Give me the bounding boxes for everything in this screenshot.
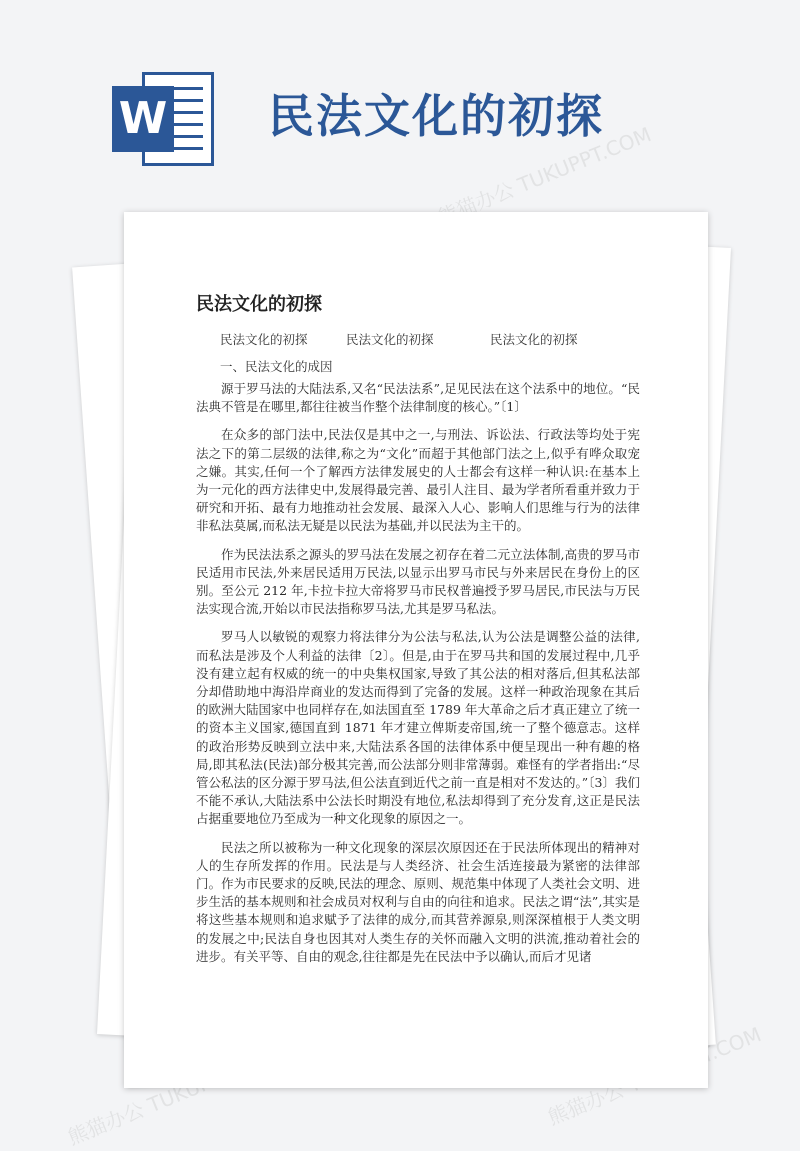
banner-title: 民法文化的初探 [268, 89, 604, 143]
document-body [196, 380, 640, 976]
word-document-icon [112, 72, 216, 168]
watermark: 熊猫办公 [544, 1077, 628, 1130]
watermark: 熊猫办公 TUKUPPT.COM [64, 1042, 285, 1150]
paragraph: 罗马人以敏锐的观察力将法律分为公法与私法,认为公法是调整公益的法律,而私法是涉及个人利益的法律〔2〕。但是,由于在罗马共和国的发展过程中,几乎没有建立起有权威的统一的中央集权国家,导致了其公法的相对落后,但其私法部分却借助地中海沿岸商业的发达而得到了完备的发展。这样一种政治现象在其后的欧洲大陆国家中也同样存在,如法国直至 1789 年大革命之后才真正建立了统一的资本主义国家,德国直到 1871 年才建立俾斯麦帝国,统一了整个德意志。这样的政治形势反映到立法中来,大陆法系各国的法律体系中便呈现出一种有趣的格局,即其私法(民法)部分极其完善,而公法部分则非常薄弱。难怪有的学者指出:“尽管公私法的区分源于罗马法,但公法直到近代之前一直是相对不发达的。”〔3〕我们不能不承认,大陆法系中公法长时期没有地位,私法却得到了充分发育,这正是民法占据重要地位乃至成为一种文化现象的原因之一。 [196, 629, 640, 827]
paragraph: 源于罗马法的大陆法系,又名“民法法系”,足见民法在这个法系中的地位。“民法典不管是在哪里,都往往被当作整个法律制度的核心。”〔1〕 [196, 381, 640, 415]
paragraph: 民法之所以被称为一种文化现象的深层次原因还在于民法所体现出的精神对人的生存所发挥的作用。民法是与人类经济、社会生活连接最为紧密的法律部门。作为市民要求的反映,民法的理念、原则、规范集中体现了人类社会文明、进步生活的基本规则和社会成员对权利与自由的向往和追求。民法之谓“法”,其实是将这些基本规则和追求赋予了法律的成分,而其营养源泉,则深深植根于人类文明的发展之中;民法自身也因其对人类生存的关怀而融入文明的洪流,推动着社会的进步。有关平等、自由的观念,往往都是先在民法中予以确认,而后才见诸 [196, 839, 640, 964]
document-title: 民法文化的初探 [196, 294, 322, 315]
watermark: 熊猫办公 TUKUPPT.COM [434, 122, 655, 230]
subtitle-item: 民法文化的初探 [346, 332, 434, 347]
banner [0, 0, 800, 200]
subtitle-item: 民法文化的初探 [220, 332, 308, 347]
section-heading: 一、民法文化的成因 [220, 359, 333, 374]
paragraph: 在众多的部门法中,民法仅是其中之一,与刑法、诉讼法、行政法等均处于宪法之下的第二层级的法律,称之为“文化”而超于其他部门法之上,似乎有哗众取宠之嫌。其实,任何一个了解西方法律发展史的人士都会有这样一种认识:在基本上为一元化的西方法律史中,发展得最完善、最引人注目、最为学者所看重并致力于研究和开拓、最有力地推动社会发展、最深入人心、影响人们思维与行为的法律非私法莫属,而私法无疑是以民法为基础,并以民法为主干的。 [196, 427, 640, 534]
paragraph: 作为民法法系之源头的罗马法在发展之初存在着二元立法体制,高贵的罗马市民适用市民法,外来居民适用万民法,以显示出罗马市民与外来居民在身份上的区别。至公元 212 年,卡拉卡拉大帝将罗马市民权普遍授予罗马居民,市民法与万民法实现合流,开始以市民法指称罗马法,尤其是罗马私法。 [196, 546, 640, 617]
subtitle-item: 民法文化的初探 [490, 332, 578, 347]
word-badge: W [112, 86, 174, 152]
document-page [124, 212, 708, 1088]
